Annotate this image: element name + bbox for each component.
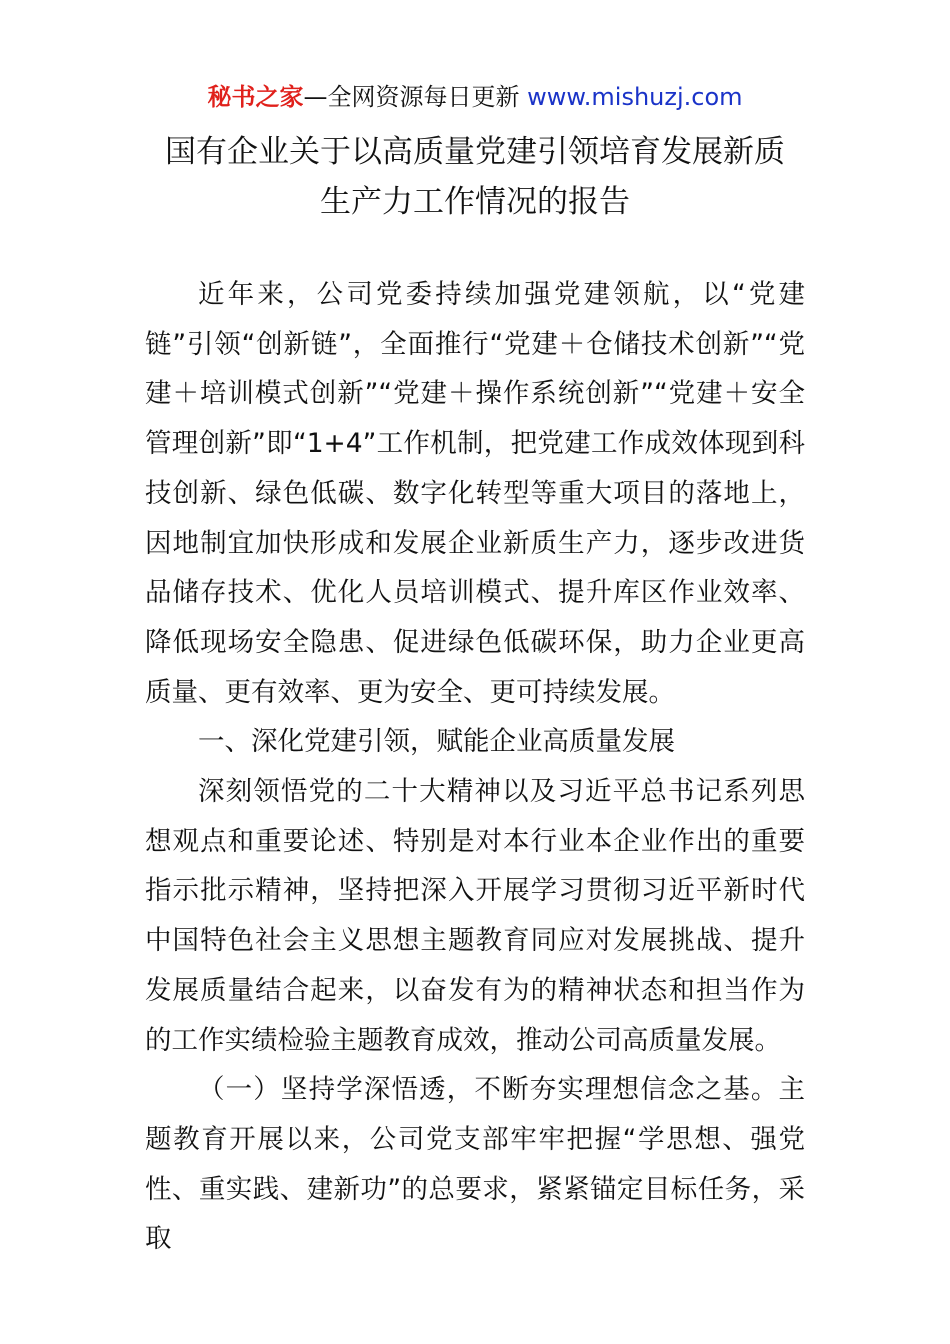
section-heading-1: 一、深化党建引领，赋能企业高质量发展 — [198, 726, 675, 758]
site-header — [0, 80, 950, 114]
document-title-line-1: 国有企业关于以高质量党建引领培育发展新质 — [165, 134, 785, 170]
intro-paragraph: 近年来，公司党委持续加强党建领航，以“党建链”引领“创新链”，全面推行“党建＋仓储技术创新”“党建＋培训模式创新”“党建＋操作系统创新”“党建＋安全管理创新”即“1+4”工作机制，把党建工作成效体现到科技创新、绿色低碳、数字化转型等重大项目的落地上，因地制宜加快形成和发展企业新质生产力，逐步改进货品储存技术、优化人员培训模式、提升库区作业效率、降低现场安全隐患、促进绿色低碳环保，助力企业更高质量、更有效率、更为安全、更可持续发展。 — [145, 279, 805, 708]
section-1-paragraph: 深刻领悟党的二十大精神以及习近平总书记系列思想观点和重要论述、特别是对本行业本企业作出的重要指示批示精神，坚持把深入开展学习贯彻习近平新时代中国特色社会主义思想主题教育同应对发展挑战、提升发展质量结合起来，以奋发有为的精神状态和担当作为的工作实绩检验主题教育成效，推动公司高质量发展。 — [145, 776, 805, 1056]
site-brand: 秘书之家 — [207, 83, 304, 111]
subsection-1-paragraph: （一）坚持学深悟透，不断夯实理想信念之基。主题教育开展以来，公司党支部牢牢把握“学思想、强党性、重实践、建新功”的总要求，紧紧锚定目标任务，采取 — [145, 1074, 805, 1255]
document-body — [145, 270, 805, 1264]
document-title — [0, 127, 950, 227]
document-title-line-2: 生产力工作情况的报告 — [320, 184, 630, 220]
site-tagline: —全网资源每日更新 — [303, 83, 528, 111]
site-url-link[interactable]: www.mishuzj.com — [527, 83, 743, 111]
